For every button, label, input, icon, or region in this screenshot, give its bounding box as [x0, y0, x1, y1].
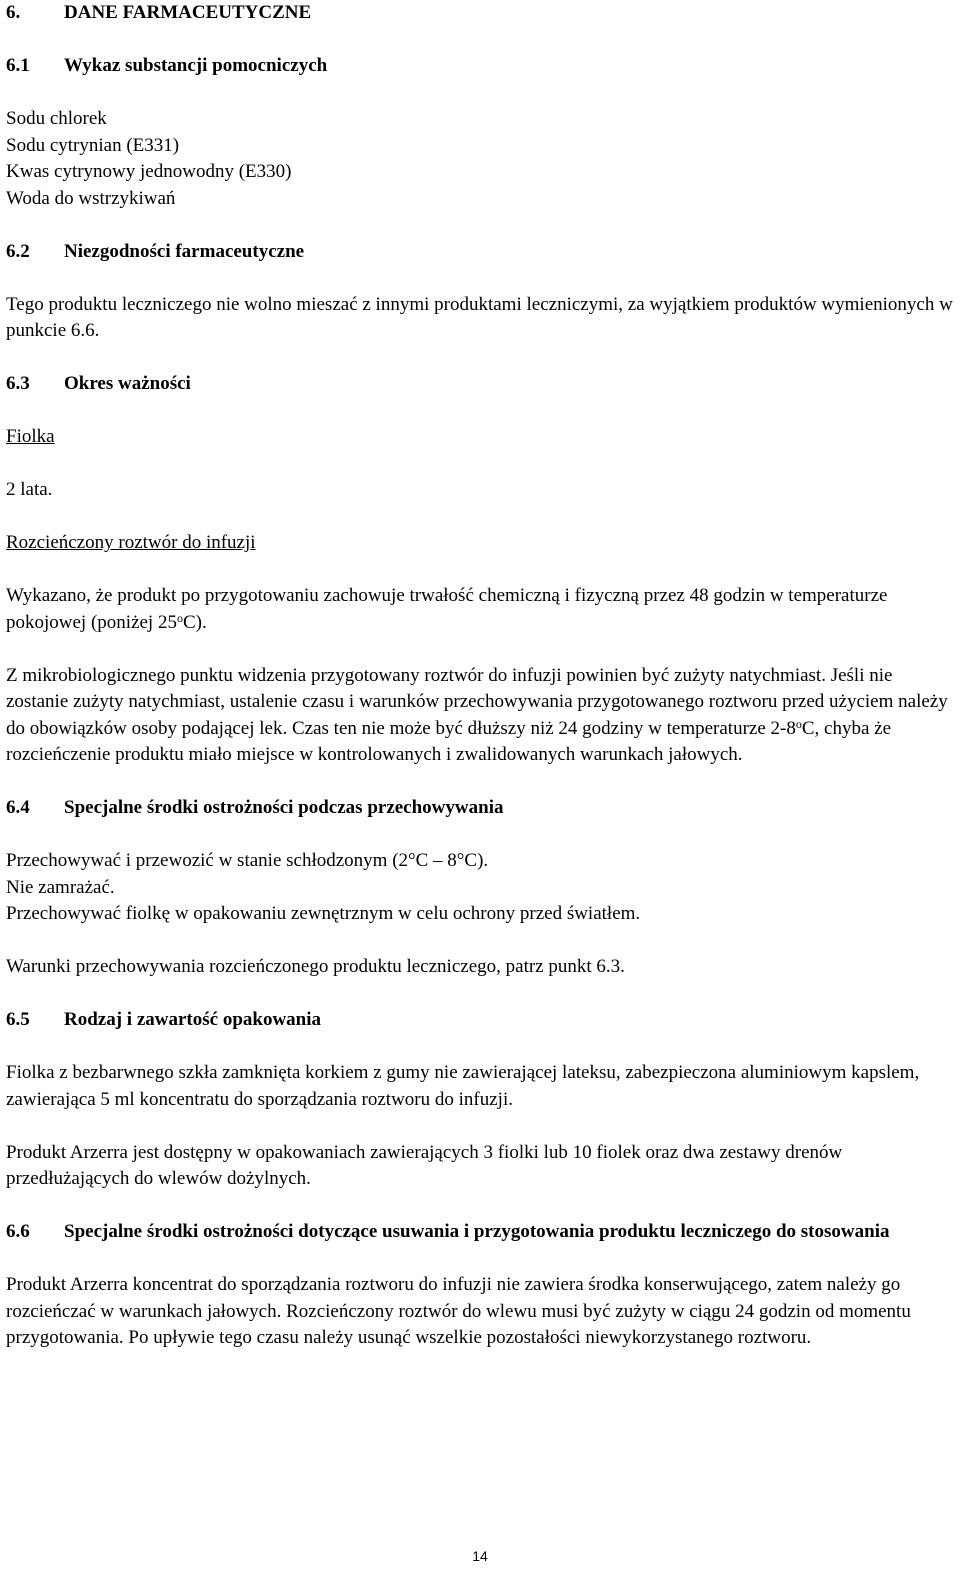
section-number: 6.1	[6, 55, 30, 76]
section-number: 6.4	[6, 797, 30, 818]
section-title: Specjalne środki ostrożności dotyczące usuwania i przygotowania produktu leczniczego do stosowania	[64, 1221, 890, 1242]
excipient-item: Kwas cytrynowy jednowodny (E330)	[6, 161, 292, 182]
section-title: Okres ważności	[64, 373, 191, 394]
excipient-item: Sodu chlorek	[6, 108, 107, 129]
degree-superscript: o	[176, 610, 183, 625]
microbiological-paragraph: Z mikrobiologicznego punktu widzenia przygotowany roztwór do infuzji powinien być zużyty natychmiast. Jeśli nie zostanie zużyty natychmiast, ustalenie czasu i warunków przechowywania przygotowanego roztworu przed użyciem należy do obowiązków osoby podającej lek. Czas ten nie może być dłuższy niż 24 godziny w temperaturze 2-8$^o$C, chyba że rozcieńczenie produktu miało miejsce w kontrolowanych i zwalidowanych warunkach jałowych.	[6, 664, 948, 765]
section-6-heading	[6, 0, 956, 27]
section-6-4-heading	[6, 795, 956, 822]
storage-line: Przechowywać fiolkę w opakowaniu zewnętrznym w celu ochrony przed światłem.	[6, 903, 641, 924]
vial-shelf-life: 2 lata.	[6, 479, 53, 500]
page-number: 14	[472, 1548, 488, 1564]
section-title: Wykaz substancji pomocniczych	[64, 55, 328, 76]
section-number: 6.6	[6, 1221, 30, 1242]
pack-sizes-paragraph: Produkt Arzerra jest dostępny w opakowaniach zawierających 3 fiolki lub 10 fiolek oraz dwa zestawy drenów przedłużających do wlewów dożylnych.	[6, 1141, 843, 1189]
diluted-solution-subheading: Rozcieńczony roztwór do infuzji	[6, 532, 256, 553]
section-title: Specjalne środki ostrożności podczas przechowywania	[64, 797, 504, 818]
section-number: 6.	[6, 2, 21, 23]
chemical-stability-paragraph: Wykazano, że produkt po przygotowaniu zachowuje trwałość chemiczną i fizyczną przez 48 godzin w temperaturze pokojowej (poniżej 25$^o$C).	[6, 585, 888, 633]
excipient-item: Sodu cytrynian (E331)	[6, 134, 180, 156]
section-6-2-heading	[6, 239, 956, 266]
section-6-1-heading	[6, 53, 956, 80]
vial-subheading: Fiolka	[6, 426, 55, 447]
degree-superscript: o	[795, 716, 802, 731]
storage-reference: Warunki przechowywania rozcieńczonego produktu leczniczego, patrz punkt 6.3.	[6, 956, 625, 977]
disposal-paragraph: Produkt Arzerra koncentrat do sporządzania roztworu do infuzji nie zawiera środka konserwującego, zatem należy go rozcieńczać w warunkach jałowych. Rozcieńczony roztwór do wlewu musi być zużyty w ciągu 24 godzin od momentu przygotowania. Po upływie tego czasu należy usunąć wszelkie pozostałości niewykorzystanego roztworu.	[6, 1274, 911, 1348]
excipient-item: Woda do wstrzykiwań	[6, 187, 176, 209]
container-paragraph: Fiolka z bezbarwnego szkła zamknięta korkiem z gumy nie zawierającej lateksu, zabezpieczona aluminiowym kapslem, zawierająca 5 ml koncentratu do sporządzania roztworu do infuzji.	[6, 1062, 920, 1110]
section-title: Niezgodności farmaceutyczne	[64, 240, 305, 262]
section-title: Rodzaj i zawartość opakowania	[64, 1009, 322, 1030]
section-title: DANE FARMACEUTYCZNE	[64, 2, 312, 23]
storage-line: Nie zamrażać.	[6, 876, 115, 898]
document-page	[6, 0, 956, 1352]
section-number: 6.2	[6, 240, 30, 262]
section-number: 6.3	[6, 373, 30, 394]
section-6-6-heading	[6, 1219, 956, 1246]
incompatibilities-text: Tego produktu leczniczego nie wolno mieszać z innymi produktami leczniczymi, za wyjątkiem produktów wymienionych w punkcie 6.6.	[6, 293, 953, 341]
section-6-3-heading	[6, 371, 956, 398]
section-number: 6.5	[6, 1009, 30, 1030]
section-6-5-heading	[6, 1007, 956, 1034]
storage-line: Przechowywać i przewozić w stanie schłodzonym (2°C – 8°C).	[6, 850, 489, 871]
